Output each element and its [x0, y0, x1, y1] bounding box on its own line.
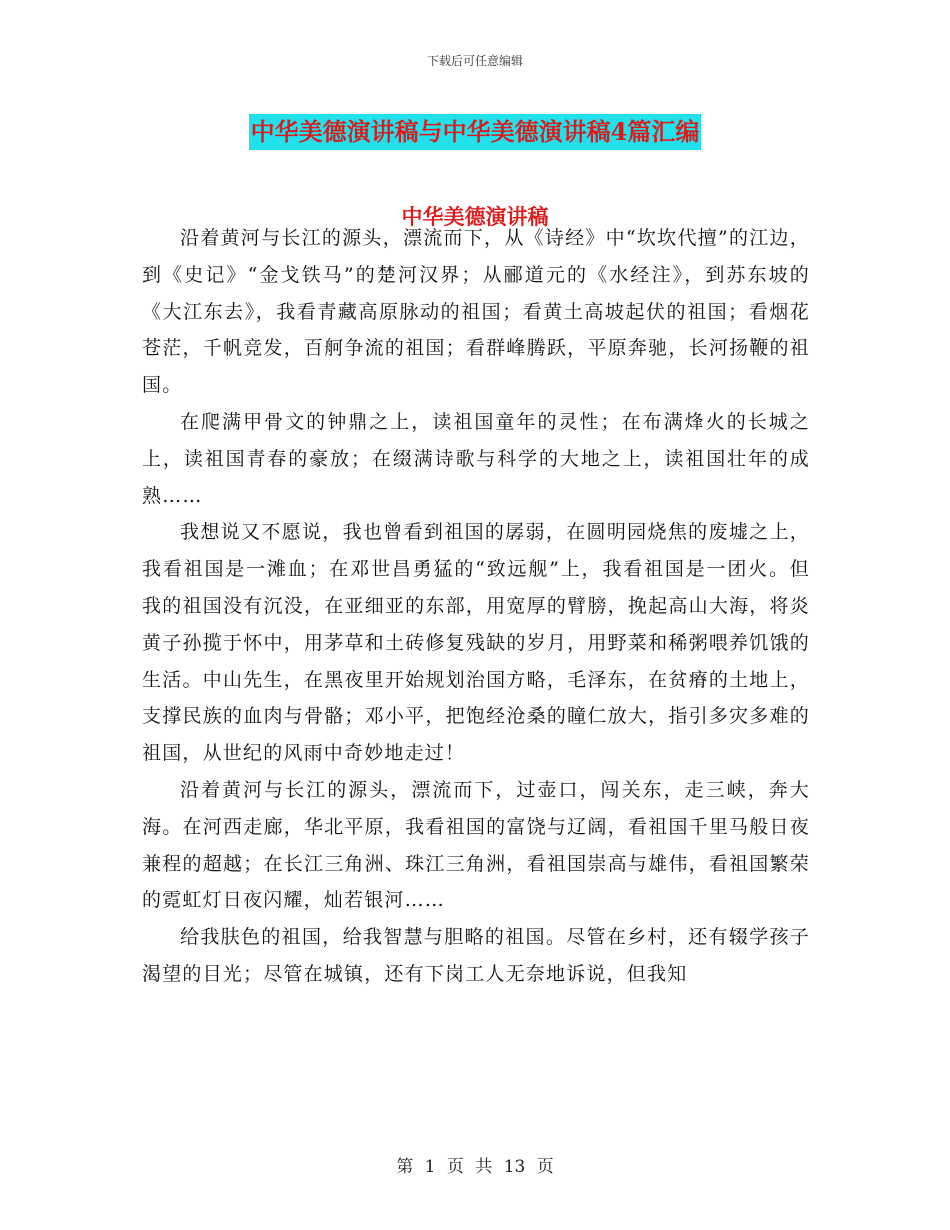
document-title-area	[0, 114, 950, 150]
paragraph: 沿着黄河与长江的源头，漂流而下，过壶口，闯关东，走三峡，奔大海。在河西走廊，华北平原，我看祖国的富饶与辽阔，看祖国千里马般日夜兼程的超越；在长江三角洲、珠江三角洲，看祖国崇高与雄伟，看祖国繁荣的霓虹灯日夜闪耀，灿若银河……	[142, 778, 810, 912]
header-note: 下载后可任意编辑	[426, 54, 523, 68]
document-title: 中华美德演讲稿与中华美德演讲稿4篇汇编	[249, 114, 702, 150]
paragraph: 给我肤色的祖国，给我智慧与胆略的祖国。尽管在乡村，还有辍学孩子渴望的目光；尽管在城镇，还有下岗工人无奈地诉说，但我知	[142, 926, 810, 985]
document-body	[142, 220, 810, 993]
paragraph: 沿着黄河与长江的源头，漂流而下，从《诗经》中“坎坎代擅”的江边，到《史记》“金戈铁马”的楚河汉界；从郦道元的《水经注》，到苏东坡的《大江东去》，我看青藏高原脉动的祖国；看黄土高坡起伏的祖国；看烟花苍茫，千帆竞发，百舸争流的祖国；看群峰腾跃，平原奔驰，长河扬鞭的祖国。	[142, 227, 810, 397]
paragraph: 在爬满甲骨文的钟鼎之上，读祖国童年的灵性；在布满烽火的长城之上，读祖国青春的豪放；在缀满诗歌与科学的大地之上，读祖国壮年的成熟……	[142, 410, 810, 507]
page-footer: 第 1 页 共 13 页	[396, 1157, 554, 1177]
section-title: 中华美德演讲稿	[401, 204, 549, 229]
paragraph: 我想说又不愿说，我也曾看到祖国的孱弱，在圆明园烧焦的废墟之上，我看祖国是一滩血；在邓世昌勇猛的“致远舰”上，我看祖国是一团火。但我的祖国没有沉没，在亚细亚的东部，用宽厚的臂膀，挽起高山大海，将炎黄子孙揽于怀中，用茅草和土砖修复残缺的岁月，用野菜和稀粥喂养饥饿的生活。中山先生，在黑夜里开始规划治国方略，毛泽东，在贫瘠的土地上，支撑民族的血肉与骨骼；邓小平，把饱经沧桑的瞳仁放大，指引多灾多难的祖国，从世纪的风雨中奇妙地走过！	[142, 521, 810, 765]
